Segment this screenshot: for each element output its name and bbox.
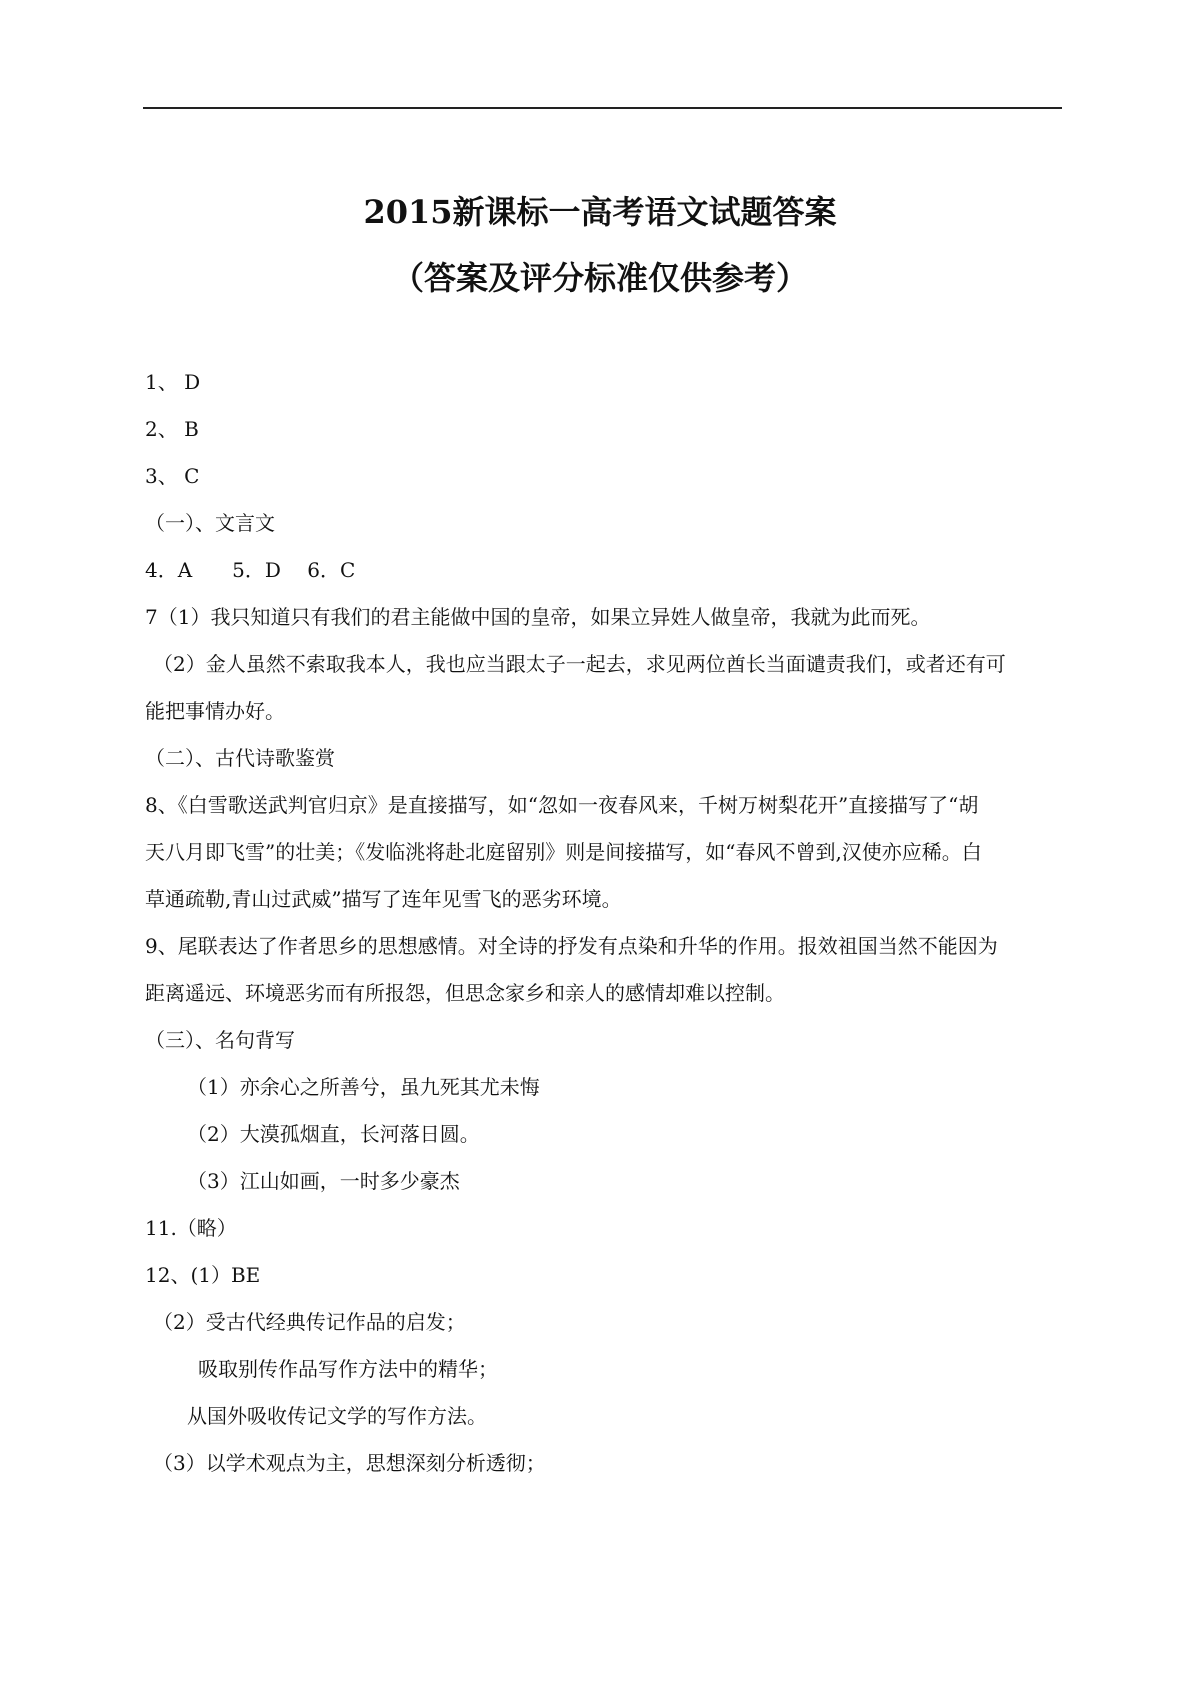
answer-line: 4．A 5．D 6．C [145, 558, 356, 582]
answer-line: 2、 B [145, 417, 199, 441]
answer-line: （1）亦余心之所善兮，虽九死其尤未悔 [187, 1075, 540, 1099]
answer-line: （2）金人虽然不索取我本人，我也应当跟太子一起去，求见两位酋长当面谴责我们，或者还有可 [153, 652, 1006, 676]
answer-line: 能把事情办好。 [145, 699, 285, 723]
answer-line: 8、《白雪歌送武判官归京》是直接描写，如“忽如一夜春风来，千树万树梨花开”直接描写了“胡 [145, 793, 979, 817]
answer-line: 11.（略） [145, 1216, 237, 1240]
answer-line: （3）江山如画，一时多少豪杰 [187, 1169, 460, 1193]
answer-line: 距离遥远、环境恶劣而有所报怨，但思念家乡和亲人的感情却难以控制。 [145, 981, 785, 1005]
section-heading: （一）、文言文 [145, 511, 275, 535]
answer-line: 12、(1）BE [145, 1263, 261, 1287]
answer-line: 吸取别传作品写作方法中的精华； [198, 1357, 498, 1381]
answer-line: 1、 D [145, 370, 201, 394]
section-heading: （二）、古代诗歌鉴赏 [145, 746, 335, 770]
header-rule [143, 107, 1062, 109]
page-title: 2015新课标一高考语文试题答案 [363, 193, 837, 231]
page-subtitle: （答案及评分标准仅供参考） [391, 259, 808, 297]
answer-line: 7（1）我只知道只有我们的君主能做中国的皇帝，如果立异姓人做皇帝，我就为此而死。 [145, 605, 931, 629]
answer-line: 从国外吸收传记文学的写作方法。 [187, 1404, 487, 1428]
answer-line: （3）以学术观点为主，思想深刻分析透彻； [153, 1451, 546, 1475]
section-heading: （三）、名句背写 [145, 1028, 295, 1052]
answer-line: （2）受古代经典传记作品的启发； [153, 1310, 466, 1334]
answer-line: 9、尾联表达了作者思乡的思想感情。对全诗的抒发有点染和升华的作用。报效祖国当然不能因为 [145, 934, 998, 958]
answer-line: 草通疏勒,青山过武威”描写了连年见雪飞的恶劣环境。 [145, 887, 622, 911]
answer-line: （2）大漠孤烟直，长河落日圆。 [187, 1122, 480, 1146]
answer-line: 天八月即飞雪”的壮美；《发临洮将赴北庭留别》则是间接描写，如“春风不曾到,汉使亦应稀。白 [145, 840, 982, 864]
answer-line: 3、 C [145, 464, 200, 488]
